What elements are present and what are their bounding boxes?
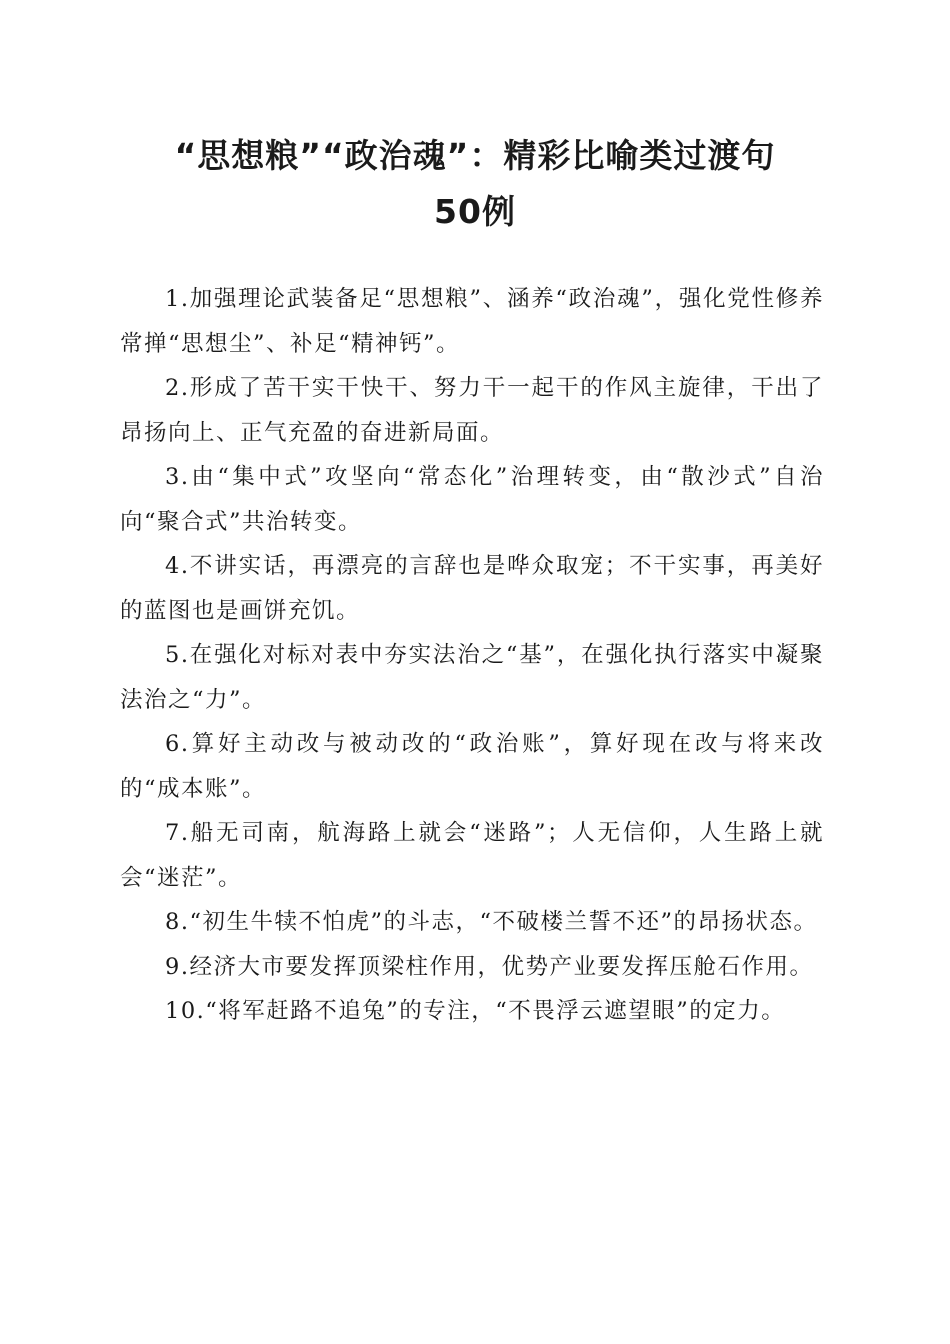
paragraph-2: 2.形成了苦干实干快干、努力干一起干的作风主旋律，干出了昂扬向上、正气充盈的奋进新局面。 [120,375,824,446]
title-line-2: 50例 [434,192,516,231]
title-line-1: “思想粮”“政治魂”：精彩比喻类过渡句 [174,136,776,175]
paragraph-10: 10.“将军赶路不追兔”的专注，“不畏浮云遮望眼”的定力。 [165,998,786,1024]
paragraph-8: 8.“初生牛犊不怕虎”的斗志，“不破楼兰誓不还”的昂扬状态。 [165,909,818,935]
paragraph-3: 3.由“集中式”攻坚向“常态化”治理转变，由“散沙式”自治向“聚合式”共治转变。 [120,464,824,535]
paragraph-7: 7.船无司南，航海路上就会“迷路”；人无信仰，人生路上就会“迷茫”。 [120,820,824,891]
document-body [120,277,824,1034]
page-title [120,128,830,240]
paragraph-6: 6.算好主动改与被动改的“政治账”，算好现在改与将来改的“成本账”。 [120,731,824,802]
paragraph-5: 5.在强化对标对表中夯实法治之“基”，在强化执行落实中凝聚法治之“力”。 [120,642,824,713]
paragraph-9: 9.经济大市要发挥顶梁柱作用，优势产业要发挥压舱石作用。 [165,953,814,980]
paragraph-1: 1.加强理论武装备足“思想粮”、涵养“政治魂”，强化党性修养常掸“思想尘”、补足“精神钙”。 [120,286,824,357]
paragraph-4: 4.不讲实话，再漂亮的言辞也是哗众取宠；不干实事，再美好的蓝图也是画饼充饥。 [120,553,824,624]
